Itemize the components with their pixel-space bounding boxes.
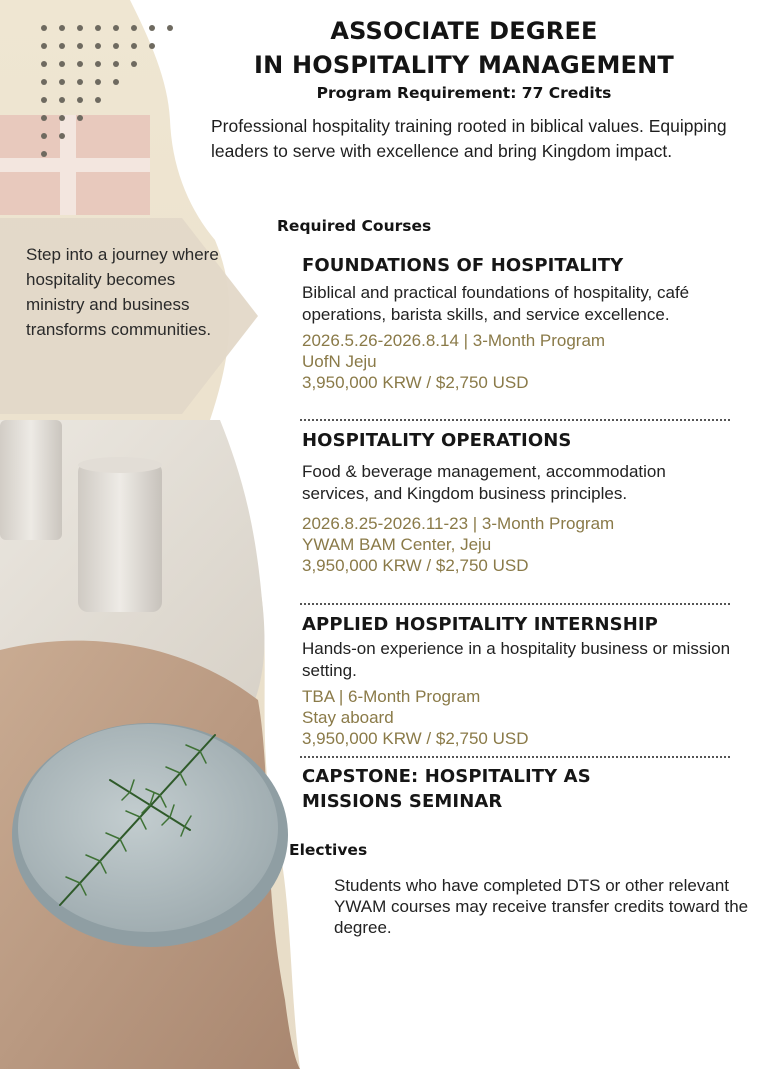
- course-capstone: [302, 764, 632, 814]
- page-header: [200, 14, 728, 104]
- course-location: Stay aboard: [302, 708, 394, 727]
- title-line-2: IN HOSPITALITY MANAGEMENT: [253, 51, 675, 79]
- callout-banner: [0, 218, 258, 414]
- credit-requirement: Program Requirement: 77 Credits: [316, 84, 612, 102]
- course-price: 3,950,000 KRW / $2,750 USD: [302, 729, 529, 748]
- course-description: Food & beverage management, accommodation services, and Kingdom business principles.: [302, 462, 666, 503]
- callout-text: Step into a journey where hospitality becomes ministry and business transforms communities.: [26, 245, 219, 339]
- course-title: APPLIED HOSPITALITY INTERNSHIP: [302, 614, 658, 635]
- dot-grid-decoration: [40, 24, 190, 164]
- course-price: 3,950,000 KRW / $2,750 USD: [302, 556, 529, 575]
- course-divider: [300, 419, 730, 421]
- course-location: YWAM BAM Center, Jeju: [302, 535, 492, 554]
- course-operations: [302, 428, 732, 576]
- electives-label: Electives: [289, 841, 368, 859]
- course-description: Biblical and practical foundations of hospitality, café operations, barista skills, and service excellence.: [302, 283, 690, 324]
- title-line-1: ASSOCIATE DEGREE: [330, 17, 598, 45]
- course-description: Hands-on experience in a hospitality business or mission setting.: [302, 639, 731, 680]
- required-courses-label: Required Courses: [277, 217, 432, 235]
- course-foundations: [302, 253, 732, 393]
- course-price: 3,950,000 KRW / $2,750 USD: [302, 373, 529, 392]
- course-meta: [302, 330, 732, 393]
- course-meta: [302, 686, 732, 749]
- course-divider: [300, 603, 730, 605]
- course-schedule: 2026.8.25-2026.11-23 | 3-Month Program: [302, 514, 615, 533]
- course-title: HOSPITALITY OPERATIONS: [302, 430, 572, 451]
- course-title: FOUNDATIONS OF HOSPITALITY: [302, 255, 624, 276]
- course-schedule: 2026.5.26-2026.8.14 | 3-Month Program: [302, 331, 606, 350]
- course-location: UofN Jeju: [302, 352, 377, 371]
- course-meta: [302, 513, 732, 576]
- intro-paragraph: Professional hospitality training rooted in biblical values. Equipping leaders to serve with excellence and bring Kingdom impact.: [211, 116, 727, 161]
- course-title: CAPSTONE: HOSPITALITY AS MISSIONS SEMINAR: [302, 766, 591, 812]
- course-divider: [300, 756, 730, 758]
- course-schedule: TBA | 6-Month Program: [302, 687, 481, 706]
- course-internship: [302, 612, 732, 749]
- electives-text: Students who have completed DTS or other relevant YWAM courses may receive transfer credits toward the degree.: [334, 876, 749, 937]
